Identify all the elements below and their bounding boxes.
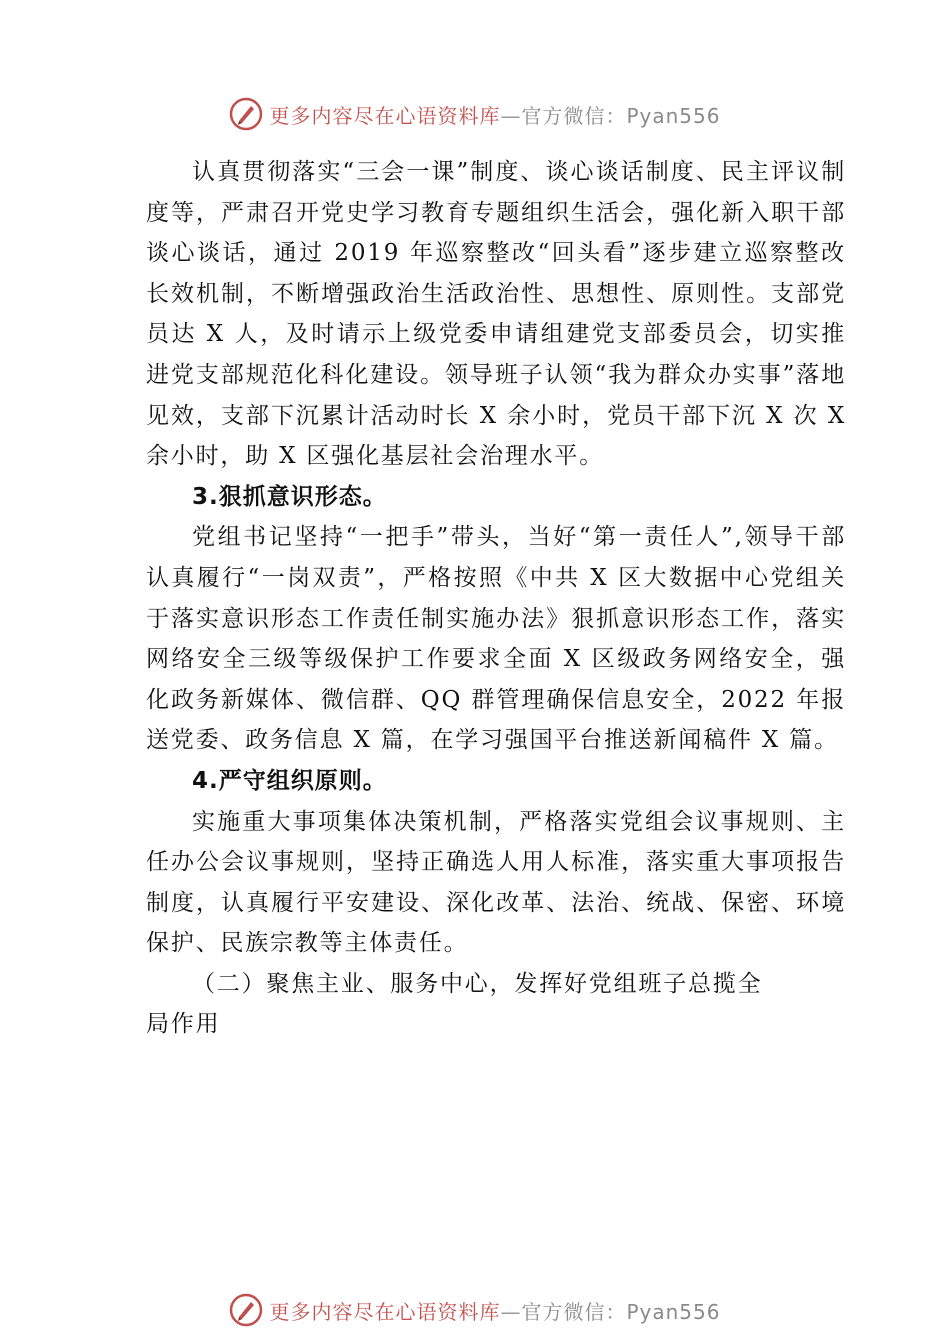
header-suffix-text: 官方微信：Pyan556	[521, 103, 721, 128]
footer-suffix-text: 官方微信：Pyan556	[521, 1299, 721, 1324]
document-body	[146, 152, 846, 1045]
footer-banner	[0, 1290, 950, 1330]
header-text	[269, 100, 720, 129]
section-subheading: （二）聚焦主业、服务中心，发挥好党组班子总揽全局作用	[146, 970, 763, 1038]
header-brand-text: 更多内容尽在心语资料库	[269, 103, 501, 128]
footer-text	[269, 1296, 720, 1325]
header-dash: —	[500, 103, 522, 128]
pen-logo-icon	[229, 97, 263, 131]
paragraph-2: 党组书记坚持“一把手”带头，当好“第一责任人”,领导干部认真履行“一岗双责”，严格按照《中共 X 区大数据中心党组关于落实意识形态工作责任制实施办法》狠抓意识形态工作，落实网络安全三级等级保护工作要求全面 X 区级政务网络安全，强化政务新媒体、微信群、QQ 群管理确保信息安全，2022 年报送党委、政务信息 X 篇，在学习强国平台推送新闻稿件 X 篇。	[146, 524, 846, 754]
pen-logo-icon	[229, 1293, 263, 1327]
header-banner	[0, 94, 950, 134]
paragraph-3: 实施重大事项集体决策机制，严格落实党组会议事规则、主任办公会议事规则，坚持正确选人用人标准，落实重大事项报告制度，认真履行平安建设、深化改革、法治、统战、保密、环境保护、民族宗教等主体责任。	[146, 808, 846, 957]
paragraph-1: 认真贯彻落实“三会一课”制度、谈心谈话制度、民主评议制度等，严肃召开党史学习教育专题组织生活会，强化新入职干部谈心谈话，通过 2019 年巡察整改“回头看”逐步建立巡察整改长效机制，不断增强政治生活政治性、思想性、原则性。支部党员达 X 人，及时请示上级党委申请组建党支部委员会，切实推进党支部规范化科化建设。领导班子认领“我为群众办实事”落地见效，支部下沉累计活动时长 X 余小时，党员干部下沉 X 次 X 余小时，助 X 区强化基层社会治理水平。	[146, 159, 846, 470]
heading-3: 3.狠抓意识形态。	[192, 483, 387, 510]
footer-dash: —	[500, 1299, 522, 1324]
heading-4: 4.严守组织原则。	[192, 767, 387, 794]
footer-brand-text: 更多内容尽在心语资料库	[269, 1299, 501, 1324]
